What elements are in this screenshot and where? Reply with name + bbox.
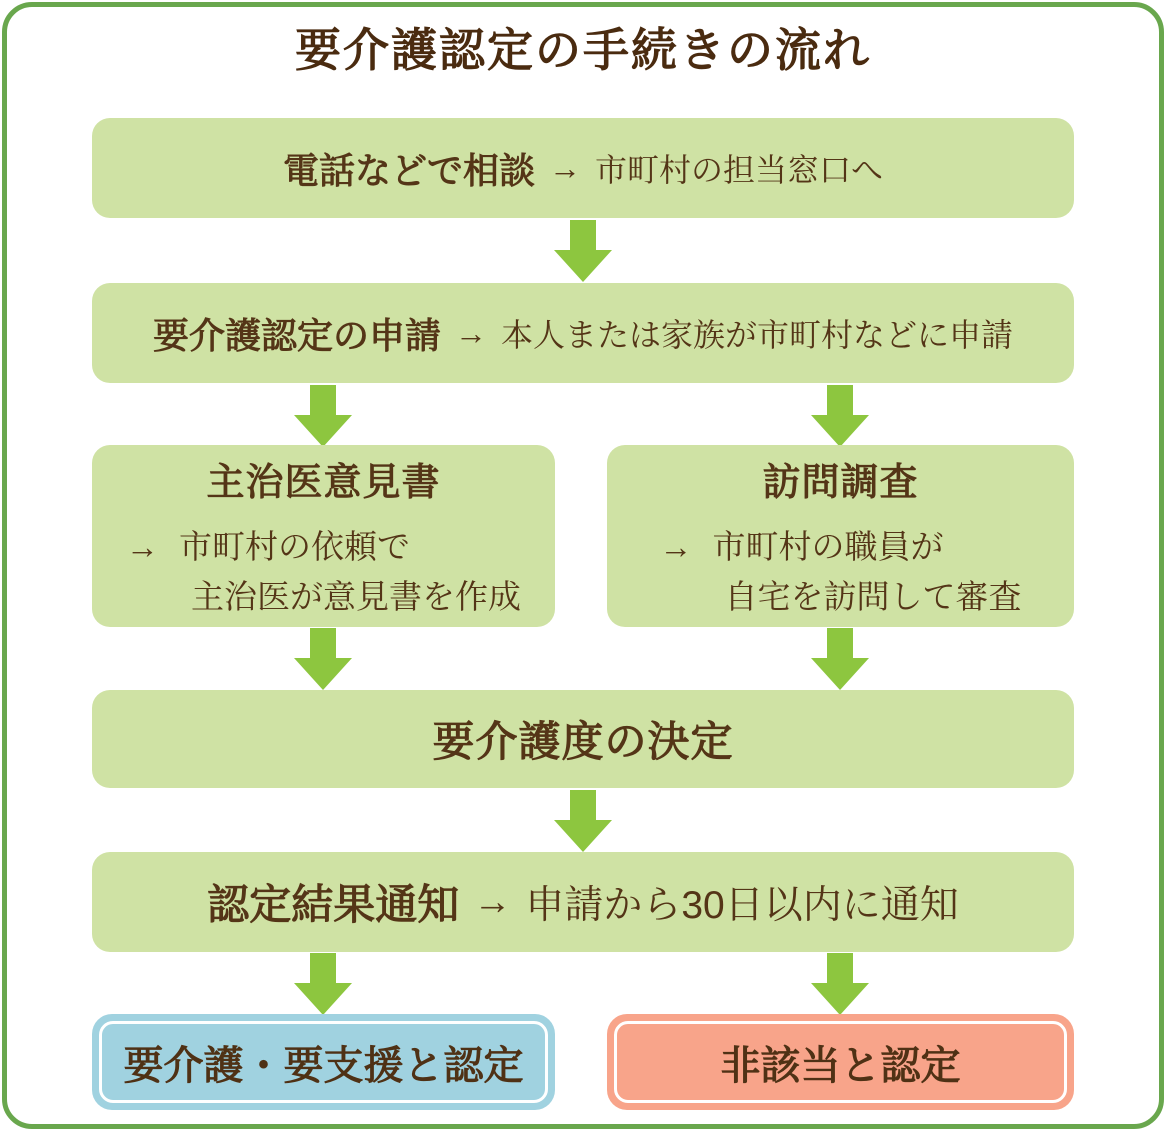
right-arrow-glyph: →: [455, 314, 487, 351]
down-arrow-head: [294, 983, 352, 1015]
home-visit-survey-detail: [660, 522, 1022, 621]
down-arrow-head: [811, 658, 869, 690]
down-arrow-stem: [827, 953, 853, 983]
doctor-opinion-detail: [126, 522, 521, 621]
down-arrow-head: [294, 415, 352, 447]
consult-step-detail: 市町村の担当窓口へ: [595, 152, 884, 188]
home-visit-survey-title: 訪問調査: [762, 462, 919, 504]
down-arrow-stem: [310, 628, 336, 658]
down-arrow-head: [554, 820, 612, 852]
down-arrow-head: [811, 415, 869, 447]
care-level-decision-label: 要介護度の決定: [432, 718, 734, 765]
home-visit-survey-box: [607, 445, 1074, 627]
doctor-opinion-title: 主治医意見書: [206, 462, 441, 504]
right-arrow-glyph: →: [659, 528, 693, 565]
certified-result-label: 要介護・要支援と認定: [123, 1043, 524, 1088]
not-applicable-result-label: 非該当と認定: [720, 1043, 961, 1088]
page-title: 要介護認定の手続きの流れ: [295, 24, 871, 76]
down-arrow-icon: [554, 790, 612, 852]
down-arrow-icon: [811, 385, 869, 447]
result-notification-detail: 申請から30日以内に通知: [525, 884, 959, 927]
down-arrow-icon: [811, 953, 869, 1015]
application-step-detail: 本人または家族が市町村などに申請: [501, 317, 1014, 353]
down-arrow-icon: [554, 220, 612, 282]
down-arrow-icon: [294, 628, 352, 690]
down-arrow-icon: [294, 385, 352, 447]
down-arrow-icon: [811, 628, 869, 690]
down-arrow-stem: [570, 220, 596, 250]
consult-step-label: 電話などで相談: [282, 149, 535, 191]
right-arrow-glyph: →: [549, 149, 581, 186]
down-arrow-head: [811, 983, 869, 1015]
home-visit-detail-line2: 自宅を訪問して審査: [724, 577, 1022, 615]
down-arrow-icon: [294, 953, 352, 1015]
right-arrow-glyph: →: [126, 528, 159, 565]
not-applicable-result-box: [607, 1014, 1074, 1110]
home-visit-detail-line1-row: [660, 522, 1022, 572]
down-arrow-head: [294, 658, 352, 690]
right-arrow-glyph: →: [473, 880, 512, 923]
doctor-opinion-detail-line1: 市町村の依頼で: [179, 528, 410, 565]
down-arrow-stem: [310, 385, 336, 415]
result-notification-box: [92, 852, 1074, 952]
result-notification-label: 認定結果通知: [207, 881, 460, 928]
doctor-opinion-detail-line1-row: [126, 522, 521, 572]
doctor-opinion-box: [92, 445, 555, 627]
down-arrow-stem: [310, 953, 336, 983]
doctor-opinion-detail-line2: 主治医が意見書を作成: [191, 577, 521, 615]
application-step-label: 要介護認定の申請: [152, 314, 441, 356]
down-arrow-stem: [570, 790, 596, 820]
application-step-box: [92, 283, 1074, 383]
home-visit-detail-line1: 市町村の職員が: [712, 528, 944, 565]
care-level-decision-box: [92, 690, 1074, 788]
down-arrow-head: [554, 250, 612, 282]
certified-result-box: [92, 1014, 555, 1110]
consult-step-box: [92, 118, 1074, 218]
down-arrow-stem: [827, 628, 853, 658]
down-arrow-stem: [827, 385, 853, 415]
